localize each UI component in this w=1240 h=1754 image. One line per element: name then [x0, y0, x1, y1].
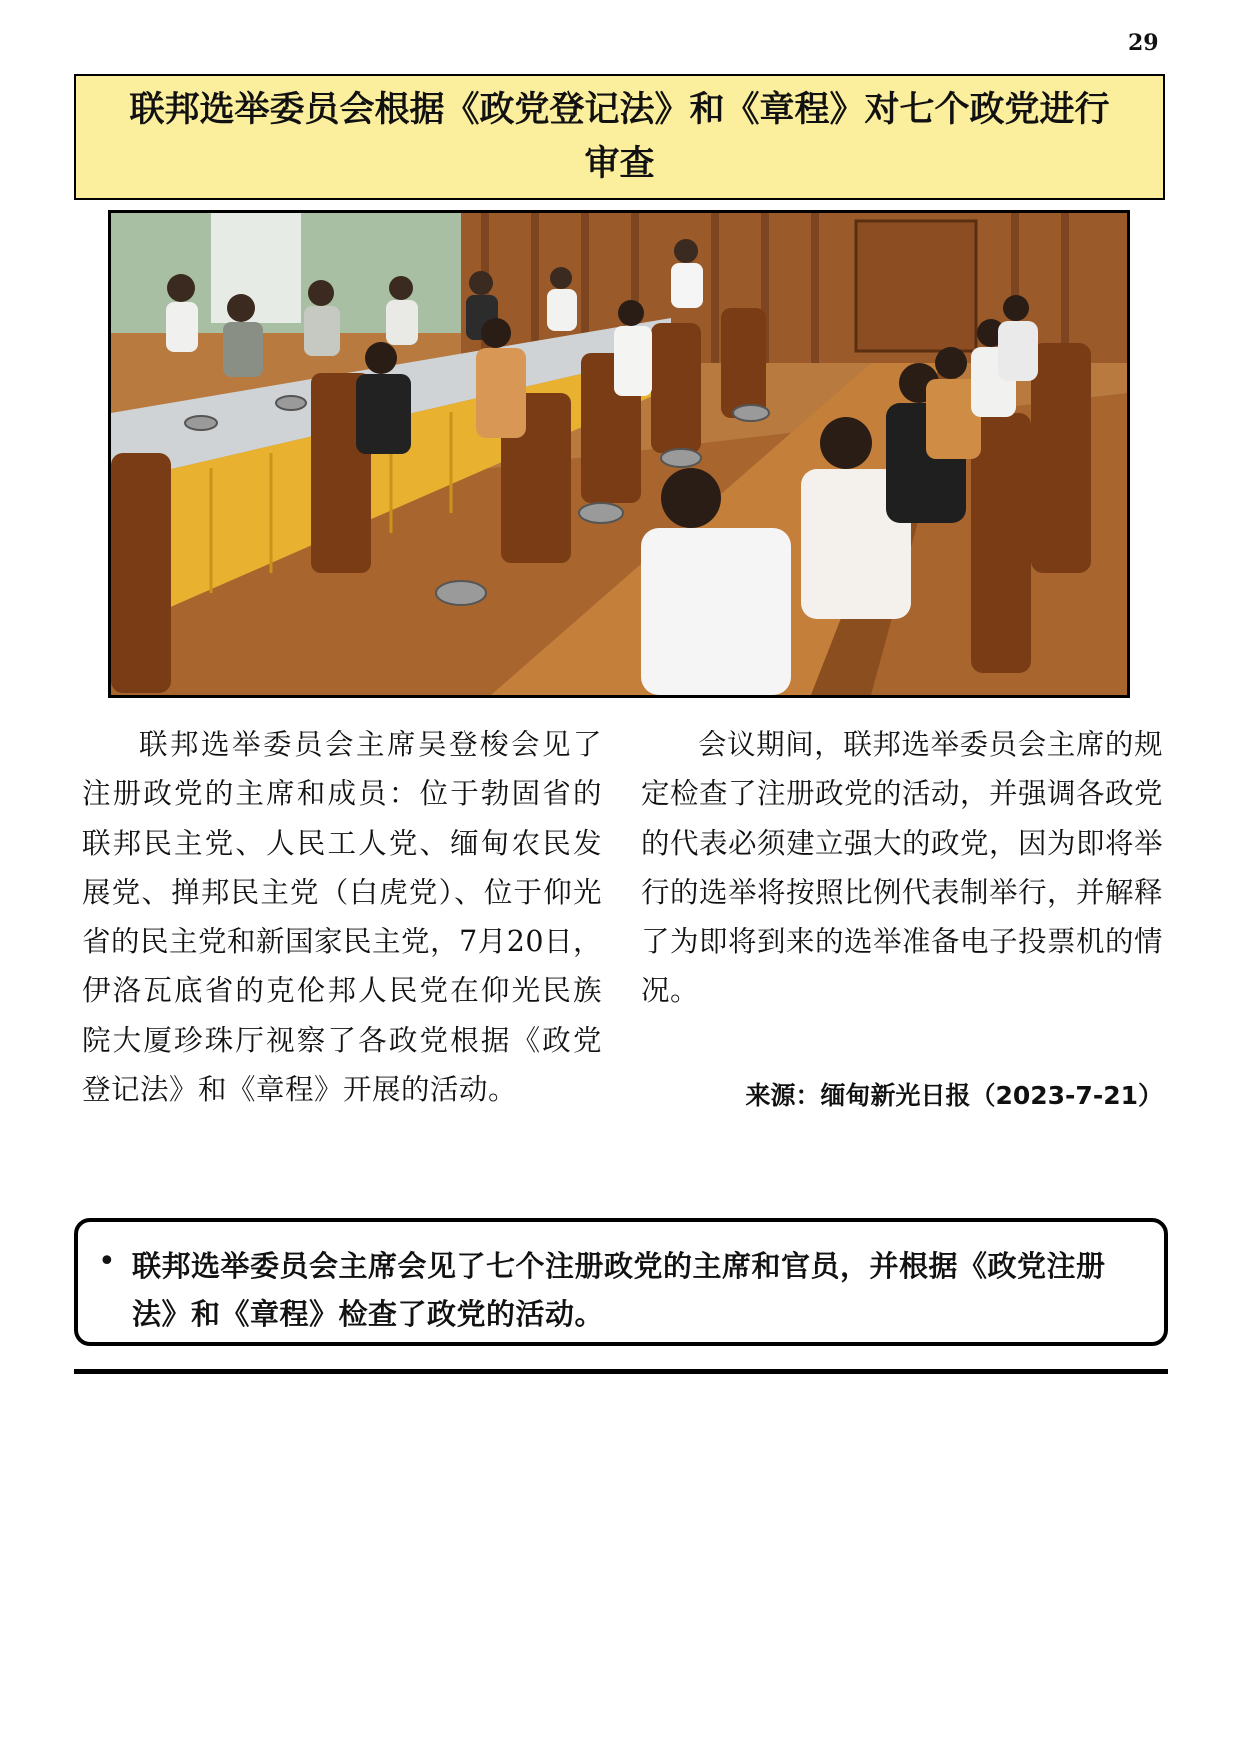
title-line-1: 联邦选举委员会根据《政党登记法》和《章程》对七个政党进行: [129, 90, 1110, 130]
summary-box: [74, 1218, 1168, 1346]
meeting-photo-illustration: [111, 213, 1127, 695]
article-body-right: [641, 720, 1163, 1016]
article-body-left: [82, 720, 602, 1114]
summary-text: 联邦选举委员会主席会见了七个注册政党的主席和官员，并根据《政党注册法》和《章程》检查了政党的活动。: [132, 1249, 1106, 1331]
source-citation: 来源：缅甸新光日报（2023-7-21）: [745, 1081, 1163, 1110]
title-line-2: 审查: [584, 144, 655, 184]
article-paragraph-2: 会议期间，联邦选举委员会主席的规定检查了注册政党的活动，并强调各政党的代表必须建立强大的政党，因为即将举行的选举将按照比例代表制举行，并解释了为即将到来的选举准备电子投票机的情况。: [641, 728, 1164, 1008]
article-paragraph-1: 联邦选举委员会主席吴登梭会见了注册政党的主席和成员：位于勃固省的联邦民主党、人民工人党、缅甸农民发展党、掸邦民主党（白虎党）、位于仰光省的民主党和新国家民主党，7月20日，伊洛瓦底省的克伦邦人民党在仰光民族院大厦珍珠厅视察了各政党根据《政党登记法》和《章程》开展的活动。: [82, 728, 602, 1107]
bottom-divider: [74, 1369, 1168, 1374]
bullet-icon: •: [98, 1244, 116, 1279]
article-title: [74, 74, 1165, 200]
meeting-photo: [108, 210, 1130, 698]
page-number: 29: [1128, 30, 1159, 56]
